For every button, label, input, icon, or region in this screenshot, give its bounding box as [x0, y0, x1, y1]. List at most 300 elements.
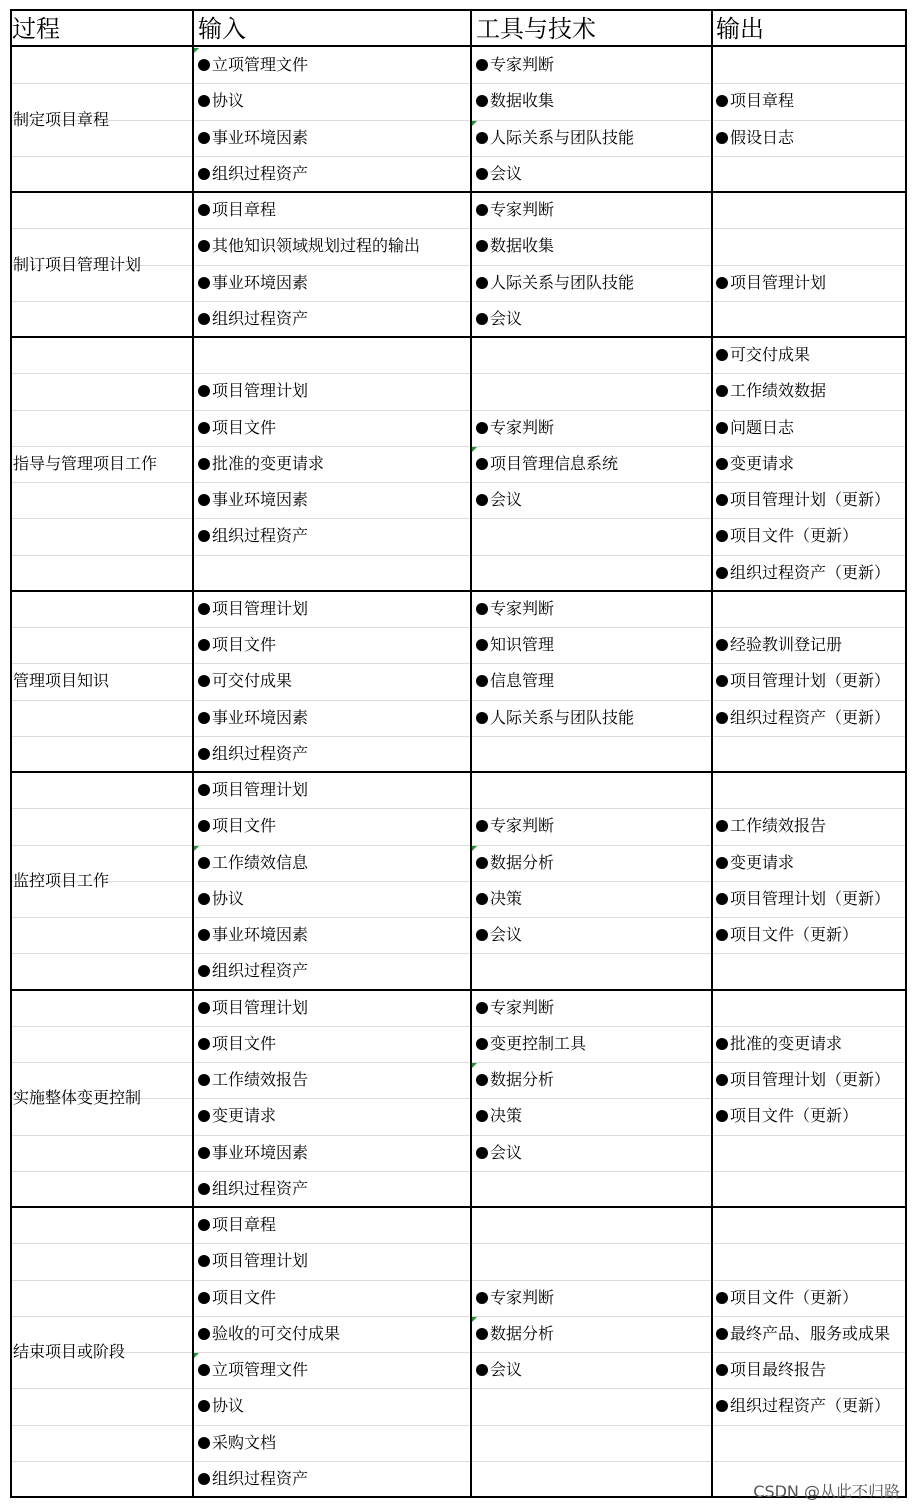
tool-item — [476, 301, 522, 337]
input-item — [198, 83, 244, 119]
input-item — [198, 953, 308, 989]
bullet-dot-icon — [198, 603, 210, 615]
column-border-line — [192, 9, 194, 1497]
input-item — [198, 1280, 276, 1316]
input-item-label: 立项管理文件 — [212, 1360, 309, 1379]
tool-item — [476, 156, 522, 192]
output-item — [716, 555, 890, 591]
output-item — [716, 627, 842, 663]
bullet-dot-icon — [476, 857, 488, 869]
tool-item — [476, 881, 522, 917]
row-gridline — [10, 953, 905, 954]
cell-comment-marker — [472, 1317, 477, 1322]
bullet-dot-icon — [476, 1002, 488, 1014]
bullet-dot-icon — [198, 675, 210, 687]
input-item — [198, 410, 276, 446]
output-item-label: 项目文件（更新） — [730, 925, 859, 944]
bullet-dot-icon — [476, 313, 488, 325]
output-item — [716, 1026, 842, 1062]
header-tools: 工具与技术 — [476, 15, 596, 43]
input-item-label: 项目文件 — [212, 1033, 277, 1053]
input-item — [198, 47, 308, 83]
bullet-dot-icon — [198, 530, 210, 542]
tool-item — [476, 83, 554, 119]
bullet-dot-icon — [476, 1038, 488, 1050]
bullet-dot-icon — [716, 639, 728, 651]
bullet-dot-icon — [716, 820, 728, 832]
tool-item-label: 专家判断 — [490, 997, 555, 1017]
output-item — [716, 700, 890, 736]
tool-item-label: 数据分析 — [490, 852, 555, 872]
tool-item-label: 会议 — [490, 308, 523, 328]
bullet-dot-icon — [716, 530, 728, 542]
output-item-label: 经验教训登记册 — [730, 635, 843, 654]
output-item-label: 组织过程资产（更新） — [730, 707, 891, 727]
tool-item — [476, 1062, 554, 1098]
cell-comment-marker — [472, 1063, 477, 1068]
bullet-dot-icon — [476, 422, 488, 434]
bullet-dot-icon — [716, 1364, 728, 1376]
bullet-dot-icon — [198, 313, 210, 325]
bullet-dot-icon — [198, 857, 210, 869]
output-item-label: 问题日志 — [730, 417, 795, 437]
input-item-label: 组织过程资产 — [212, 163, 309, 183]
output-item-label: 项目文件（更新） — [730, 1106, 859, 1126]
tool-item — [476, 845, 554, 881]
bullet-dot-icon — [198, 748, 210, 760]
tool-item-label: 知识管理 — [490, 635, 555, 654]
bullet-dot-icon — [198, 929, 210, 941]
output-item — [716, 1352, 826, 1388]
input-item-label: 组织过程资产 — [212, 961, 309, 981]
tool-item — [476, 410, 554, 446]
output-item — [716, 120, 794, 156]
input-item — [198, 1388, 244, 1424]
tool-item — [476, 990, 554, 1026]
input-item — [198, 591, 308, 627]
column-border-line — [10, 9, 12, 1497]
tool-item-label: 决策 — [490, 1106, 523, 1126]
input-item-label: 事业环境因素 — [212, 925, 309, 944]
bullet-dot-icon — [716, 1292, 728, 1304]
output-item-label: 项目最终报告 — [730, 1360, 827, 1379]
bullet-dot-icon — [198, 458, 210, 470]
output-item-label: 项目文件（更新） — [730, 1287, 859, 1307]
bullet-dot-icon — [716, 675, 728, 687]
input-item-label: 项目管理计划 — [212, 780, 309, 799]
input-item-label: 事业环境因素 — [212, 1142, 309, 1162]
output-item — [716, 83, 794, 119]
bullet-dot-icon — [198, 1074, 210, 1086]
row-gridline — [10, 1135, 905, 1136]
process-name: 指导与管理项目工作 — [13, 453, 158, 473]
input-item — [198, 265, 308, 301]
process-name: 制定项目章程 — [13, 109, 110, 129]
header-process: 过程 — [12, 15, 60, 43]
output-item-label: 最终产品、服务或成果 — [730, 1323, 891, 1343]
input-item-label: 可交付成果 — [212, 671, 293, 691]
input-item — [198, 228, 420, 264]
watermark: CSDN @从此不归路 — [753, 1482, 900, 1501]
bullet-dot-icon — [198, 1183, 210, 1195]
bullet-dot-icon — [716, 95, 728, 107]
input-item-label: 事业环境因素 — [212, 490, 309, 509]
input-item — [198, 1461, 308, 1497]
bullet-dot-icon — [198, 1364, 210, 1376]
tool-item — [476, 591, 554, 627]
bullet-dot-icon — [476, 712, 488, 724]
input-item — [198, 1062, 308, 1098]
tool-item-label: 专家判断 — [490, 598, 555, 618]
bullet-dot-icon — [198, 1038, 210, 1050]
input-item-label: 组织过程资产 — [212, 1178, 309, 1198]
bullet-dot-icon — [198, 1328, 210, 1340]
bullet-dot-icon — [198, 385, 210, 397]
tool-item-label: 数据收集 — [490, 236, 555, 256]
input-item — [198, 120, 308, 156]
output-item — [716, 482, 890, 518]
bullet-dot-icon — [198, 132, 210, 144]
input-item-label: 工作绩效报告 — [212, 1070, 309, 1089]
bullet-dot-icon — [198, 95, 210, 107]
tool-item — [476, 663, 554, 699]
bullet-dot-icon — [716, 1110, 728, 1122]
output-item — [716, 373, 826, 409]
row-gridline — [10, 1171, 905, 1172]
input-item — [198, 1026, 276, 1062]
tool-item-label: 数据分析 — [490, 1323, 555, 1343]
tool-item-label: 人际关系与团队技能 — [490, 272, 635, 292]
bullet-dot-icon — [476, 132, 488, 144]
input-item-label: 项目管理计划 — [212, 997, 309, 1017]
bullet-dot-icon — [476, 59, 488, 71]
bullet-dot-icon — [716, 1038, 728, 1050]
row-gridline — [10, 1243, 905, 1244]
output-item-label: 批准的变更请求 — [730, 1033, 843, 1053]
output-item — [716, 845, 794, 881]
input-item-label: 项目管理计划 — [212, 598, 309, 618]
bullet-dot-icon — [476, 1147, 488, 1159]
bullet-dot-icon — [476, 204, 488, 216]
bullet-dot-icon — [716, 277, 728, 289]
input-item — [198, 700, 308, 736]
input-item — [198, 1425, 276, 1461]
output-item-label: 变更请求 — [730, 852, 795, 872]
output-item — [716, 337, 810, 373]
tool-item-label: 数据收集 — [490, 91, 555, 111]
input-item — [198, 627, 276, 663]
input-item — [198, 156, 308, 192]
output-item — [716, 663, 890, 699]
bullet-dot-icon — [198, 1437, 210, 1449]
bullet-dot-icon — [198, 1473, 210, 1485]
bullet-dot-icon — [476, 168, 488, 180]
bullet-dot-icon — [198, 59, 210, 71]
input-item — [198, 1098, 276, 1134]
output-item-label: 变更请求 — [730, 453, 795, 473]
row-gridline — [10, 1425, 905, 1426]
group-border-line — [10, 9, 907, 11]
output-item-label: 工作绩效报告 — [730, 816, 827, 836]
bullet-dot-icon — [476, 1074, 488, 1086]
bullet-dot-icon — [476, 240, 488, 252]
output-item-label: 项目管理计划 — [730, 272, 827, 292]
output-item — [716, 808, 826, 844]
bullet-dot-icon — [198, 639, 210, 651]
output-item — [716, 1388, 890, 1424]
bullet-dot-icon — [716, 712, 728, 724]
input-item — [198, 845, 308, 881]
tool-item — [476, 1135, 522, 1171]
bullet-dot-icon — [476, 639, 488, 651]
output-item — [716, 265, 826, 301]
input-item-label: 项目管理计划 — [212, 381, 309, 401]
input-item-label: 采购文档 — [212, 1432, 277, 1452]
tool-item — [476, 1098, 522, 1134]
input-item-label: 其他知识领域规划过程的输出 — [212, 236, 421, 256]
input-item — [198, 518, 308, 554]
bullet-dot-icon — [716, 132, 728, 144]
bullet-dot-icon — [198, 1255, 210, 1267]
input-item — [198, 301, 308, 337]
bullet-dot-icon — [716, 422, 728, 434]
tool-item — [476, 446, 618, 482]
input-item — [198, 446, 324, 482]
input-item-label: 事业环境因素 — [212, 707, 309, 727]
input-item-label: 事业环境因素 — [212, 127, 309, 147]
input-item — [198, 663, 292, 699]
row-gridline — [10, 736, 905, 737]
tool-item-label: 会议 — [490, 163, 523, 183]
output-item — [716, 518, 858, 554]
tool-item-label: 会议 — [490, 925, 523, 944]
tool-item-label: 项目管理信息系统 — [490, 453, 619, 473]
input-item — [198, 736, 308, 772]
input-item-label: 项目文件 — [212, 816, 277, 836]
tool-item-label: 专家判断 — [490, 1287, 555, 1307]
cell-comment-marker — [472, 846, 477, 851]
tool-item-label: 专家判断 — [490, 200, 555, 219]
tool-item-label: 人际关系与团队技能 — [490, 707, 635, 727]
bullet-dot-icon — [198, 820, 210, 832]
column-border-line — [711, 9, 713, 1497]
bullet-dot-icon — [716, 567, 728, 579]
bullet-dot-icon — [198, 1002, 210, 1014]
tool-item — [476, 482, 522, 518]
input-item-label: 项目章程 — [212, 1215, 277, 1234]
process-name: 制订项目管理计划 — [13, 254, 142, 274]
input-item — [198, 192, 276, 228]
bullet-dot-icon — [476, 95, 488, 107]
row-gridline — [10, 1461, 905, 1462]
tool-item-label: 专家判断 — [490, 417, 555, 437]
tool-item — [476, 120, 634, 156]
tool-item — [476, 47, 554, 83]
bullet-dot-icon — [716, 1074, 728, 1086]
bullet-dot-icon — [716, 1328, 728, 1340]
bullet-dot-icon — [476, 603, 488, 615]
group-border-line — [10, 191, 907, 193]
input-item — [198, 373, 308, 409]
output-item-label: 可交付成果 — [730, 345, 811, 364]
tool-item-label: 人际关系与团队技能 — [490, 127, 635, 147]
output-item-label: 项目管理计划（更新） — [730, 888, 891, 908]
bullet-dot-icon — [716, 385, 728, 397]
group-border-line — [10, 771, 907, 773]
output-item-label: 项目管理计划（更新） — [730, 490, 891, 509]
output-item — [716, 410, 794, 446]
tool-item-label: 会议 — [490, 1142, 523, 1162]
input-item — [198, 1171, 308, 1207]
input-item — [198, 917, 308, 953]
bullet-dot-icon — [716, 1400, 728, 1412]
bullet-dot-icon — [476, 929, 488, 941]
bullet-dot-icon — [198, 1110, 210, 1122]
output-item-label: 项目章程 — [730, 91, 795, 111]
cell-comment-marker — [472, 121, 477, 126]
output-item-label: 工作绩效数据 — [730, 381, 827, 401]
bullet-dot-icon — [198, 240, 210, 252]
cell-comment-marker — [194, 48, 199, 53]
bullet-dot-icon — [198, 784, 210, 796]
input-item-label: 组织过程资产 — [212, 743, 309, 763]
bullet-dot-icon — [198, 893, 210, 905]
output-item-label: 假设日志 — [730, 127, 795, 147]
column-border-line — [470, 9, 472, 1497]
output-item — [716, 1280, 858, 1316]
bullet-dot-icon — [476, 1292, 488, 1304]
bullet-dot-icon — [198, 712, 210, 724]
output-item — [716, 1062, 890, 1098]
column-border-line — [905, 9, 907, 1497]
tool-item — [476, 917, 522, 953]
tool-item — [476, 1352, 522, 1388]
output-item — [716, 881, 890, 917]
row-gridline — [10, 228, 905, 229]
input-item-label: 协议 — [212, 888, 245, 908]
output-item-label: 项目管理计划（更新） — [730, 1070, 891, 1089]
output-item — [716, 1098, 858, 1134]
tool-item-label: 专家判断 — [490, 816, 555, 836]
bullet-dot-icon — [476, 675, 488, 687]
tool-item-label: 决策 — [490, 888, 523, 908]
input-item — [198, 482, 308, 518]
input-item-label: 项目章程 — [212, 200, 277, 219]
input-item-label: 组织过程资产 — [212, 1468, 309, 1488]
input-item-label: 批准的变更请求 — [212, 453, 325, 473]
bullet-dot-icon — [198, 1219, 210, 1231]
tool-item — [476, 808, 554, 844]
input-item — [198, 1207, 276, 1243]
input-item — [198, 1135, 308, 1171]
tool-item — [476, 192, 554, 228]
input-item-label: 事业环境因素 — [212, 272, 309, 292]
input-item — [198, 808, 276, 844]
input-item — [198, 1316, 340, 1352]
group-border-line — [10, 989, 907, 991]
bullet-dot-icon — [476, 458, 488, 470]
input-item-label: 项目文件 — [212, 635, 277, 654]
bullet-dot-icon — [198, 277, 210, 289]
output-item-label: 项目管理计划（更新） — [730, 671, 891, 691]
input-item-label: 验收的可交付成果 — [212, 1323, 341, 1343]
process-name: 监控项目工作 — [13, 870, 110, 890]
process-name: 结束项目或阶段 — [13, 1342, 126, 1361]
cell-comment-marker — [472, 447, 477, 452]
group-border-line — [10, 45, 907, 47]
input-item-label: 工作绩效信息 — [212, 852, 309, 872]
input-item-label: 项目文件 — [212, 417, 277, 437]
input-item — [198, 990, 308, 1026]
cell-comment-marker — [194, 1353, 199, 1358]
bullet-dot-icon — [476, 1328, 488, 1340]
row-gridline — [10, 156, 905, 157]
bullet-dot-icon — [198, 1400, 210, 1412]
bullet-dot-icon — [716, 349, 728, 361]
output-item-label: 组织过程资产（更新） — [730, 1396, 891, 1416]
bullet-dot-icon — [476, 893, 488, 905]
tool-item — [476, 1026, 586, 1062]
output-item — [716, 917, 858, 953]
tool-item-label: 会议 — [490, 490, 523, 509]
process-name: 管理项目知识 — [13, 671, 110, 691]
bullet-dot-icon — [476, 820, 488, 832]
tool-item — [476, 1316, 554, 1352]
bullet-dot-icon — [716, 494, 728, 506]
group-border-line — [10, 1206, 907, 1208]
tool-item-label: 会议 — [490, 1360, 523, 1379]
tool-item-label: 数据分析 — [490, 1070, 555, 1089]
output-item — [716, 1316, 890, 1352]
bullet-dot-icon — [198, 494, 210, 506]
input-item-label: 项目管理计划 — [212, 1251, 309, 1271]
process-name: 实施整体变更控制 — [13, 1088, 142, 1108]
input-item-label: 组织过程资产 — [212, 308, 309, 328]
bullet-dot-icon — [476, 1110, 488, 1122]
header-inputs: 输入 — [198, 15, 246, 43]
tool-item — [476, 228, 554, 264]
bullet-dot-icon — [198, 1147, 210, 1159]
bullet-dot-icon — [476, 494, 488, 506]
header-outputs: 输出 — [716, 15, 764, 43]
input-item-label: 组织过程资产 — [212, 526, 309, 546]
input-item-label: 变更请求 — [212, 1106, 277, 1126]
tool-item — [476, 627, 554, 663]
tool-item — [476, 1280, 554, 1316]
output-item — [716, 446, 794, 482]
tool-item — [476, 700, 634, 736]
output-item-label: 项目文件（更新） — [730, 526, 859, 546]
tool-item-label: 信息管理 — [490, 671, 555, 691]
bullet-dot-icon — [716, 458, 728, 470]
bullet-dot-icon — [198, 168, 210, 180]
input-item — [198, 772, 308, 808]
tool-item-label: 变更控制工具 — [490, 1033, 587, 1053]
row-gridline — [10, 301, 905, 302]
input-item-label: 立项管理文件 — [212, 55, 309, 74]
input-item — [198, 1243, 308, 1279]
bullet-dot-icon — [198, 204, 210, 216]
cell-comment-marker — [194, 846, 199, 851]
tool-item — [476, 265, 634, 301]
output-item-label: 组织过程资产（更新） — [730, 562, 891, 582]
bullet-dot-icon — [716, 929, 728, 941]
bullet-dot-icon — [716, 893, 728, 905]
bullet-dot-icon — [198, 965, 210, 977]
tool-item-label: 专家判断 — [490, 55, 555, 74]
input-item-label: 协议 — [212, 91, 245, 111]
bullet-dot-icon — [198, 422, 210, 434]
